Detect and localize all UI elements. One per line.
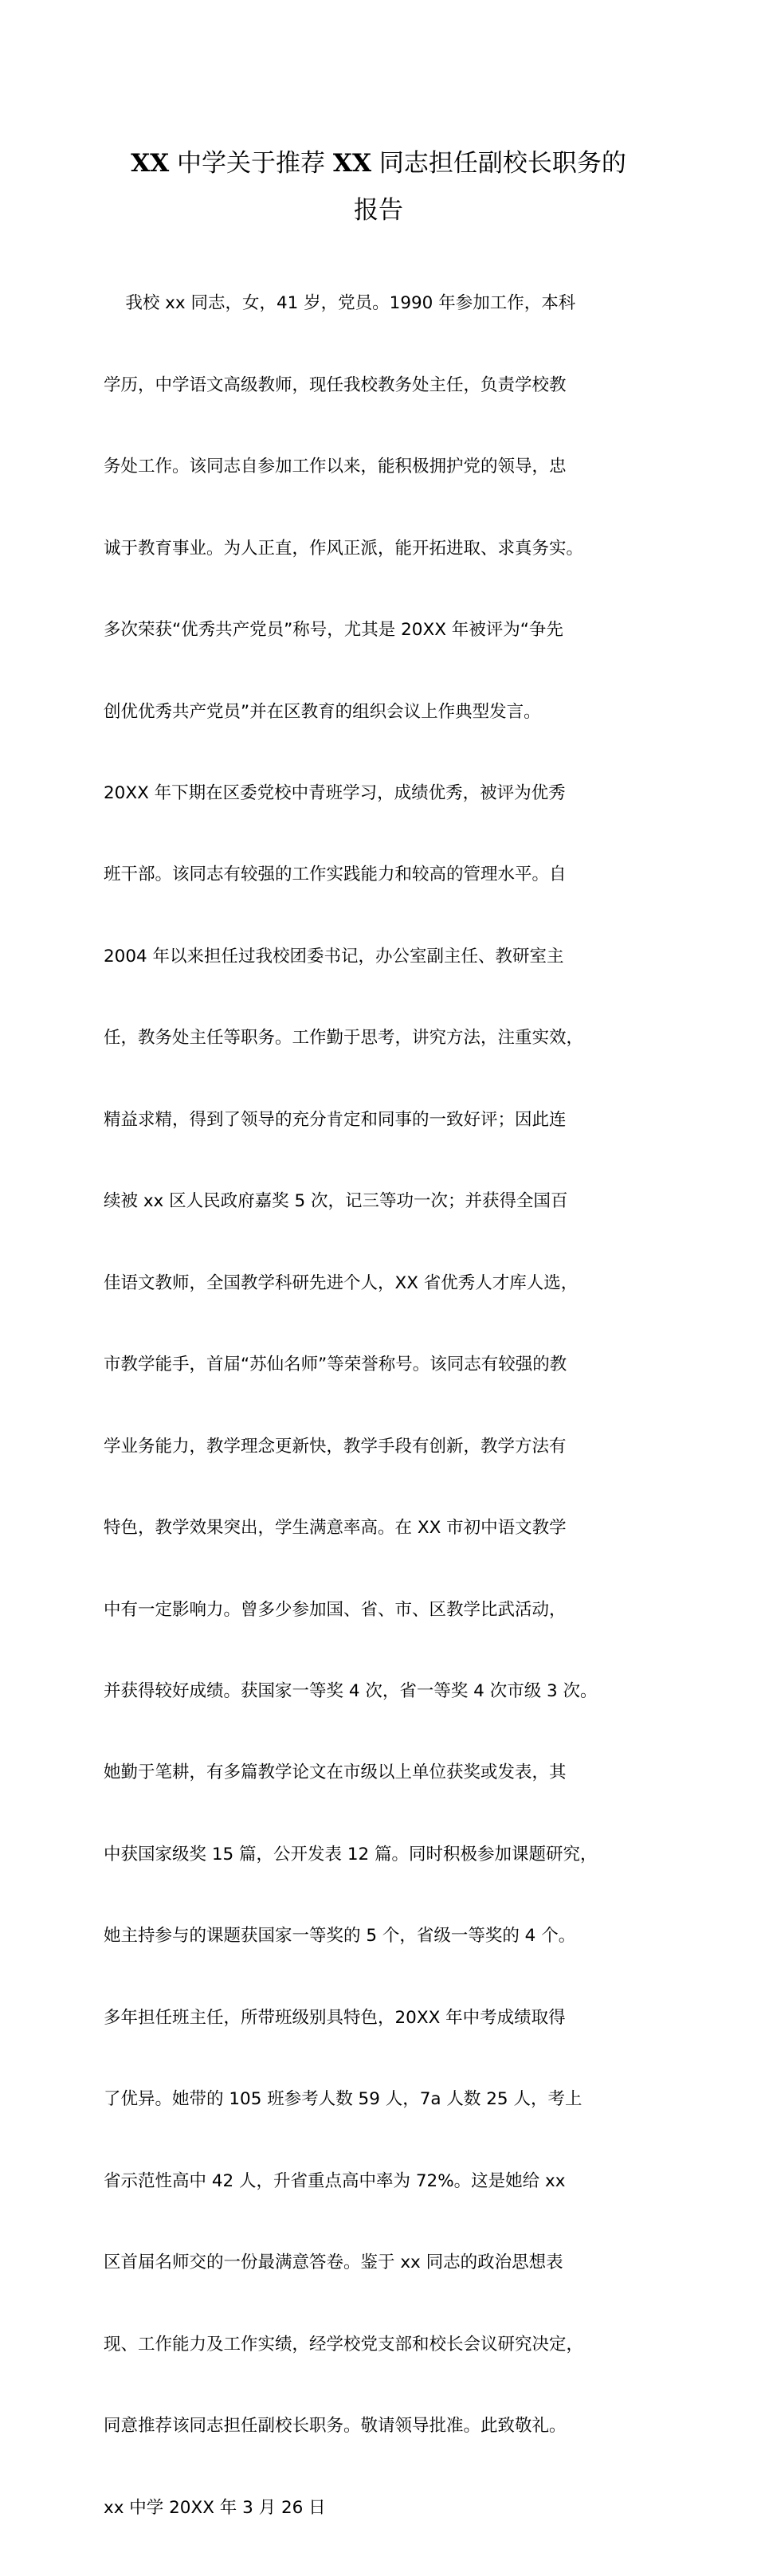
body-line: 学历，中学语文高级教师，现任我校教务处主任，负责学校教 <box>104 374 567 395</box>
document-title <box>88 140 669 234</box>
signature-date-line: xx 中学 20XX 年 3 月 26 日 <box>104 2497 326 2518</box>
title-part-3: XX <box>332 149 372 178</box>
body-line: 诚于教育事业。为人正直，作风正派，能开拓进取、求真务实。 <box>104 538 584 559</box>
title-line-2: 报告 <box>354 196 403 225</box>
body-line: 特色，教学效果突出，学生满意率高。在 XX 市初中语文教学 <box>104 1518 567 1539</box>
body-line: 20XX 年下期在区委党校中青班学习，成绩优秀，被评为优秀 <box>104 783 566 804</box>
body-line: 务处工作。该同志自参加工作以来，能积极拥护党的领导，忠 <box>104 457 567 477</box>
body-line: 多年担任班主任，所带班级别具特色，20XX 年中考成绩取得 <box>104 2007 566 2028</box>
body-line: 班干部。该同志有较强的工作实践能力和较高的管理水平。自 <box>104 865 567 885</box>
body-line: 中获国家级奖 15 篇，公开发表 12 篇。同时积极参加课题研究， <box>104 1844 598 1864</box>
body-line: 省示范性高中 42 人，升省重点高中率为 72%。这是她给 xx <box>104 2170 566 2191</box>
body-line: 我校 xx 同志，女，41 岁，党员。1990 年参加工作，本科 <box>104 293 576 314</box>
body-line: 2004 年以来担任过我校团委书记，办公室副主任、教研室主 <box>104 946 564 966</box>
body-line: 同意推荐该同志担任副校长职务。敬请领导批准。此致敬礼。 <box>104 2416 567 2437</box>
body-line: 学业务能力，教学理念更新快，教学手段有创新，教学方法有 <box>104 1436 567 1457</box>
body-line: 现、工作能力及工作实绩，经学校党支部和校长会议研究决定， <box>104 2334 584 2354</box>
body-line: 中有一定影响力。曾多少参加国、省、市、区教学比武活动， <box>104 1599 567 1620</box>
body-line: 区首届名师交的一份最满意答卷。鉴于 xx 同志的政治思想表 <box>104 2253 563 2273</box>
body-line: 了优异。她带的 105 班参考人数 59 人，7a 人数 25 人，考上 <box>104 2089 582 2110</box>
document-body <box>104 236 674 2576</box>
title-part-1: XX <box>131 149 170 178</box>
body-line: 多次荣获“优秀共产党员”称号，尤其是 20XX 年被评为“争先 <box>104 620 563 641</box>
body-line: 她勤于笔耕，有多篇教学论文在市级以上单位获奖或发表，其 <box>104 1762 567 1783</box>
title-part-2: 中学关于推荐 <box>169 149 333 178</box>
body-line: 续被 xx 区人民政府嘉奖 5 次，记三等功一次；并获得全国百 <box>104 1191 568 1212</box>
title-part-4: 同志担任副校长职务的 <box>371 149 626 178</box>
body-line: 任，教务处主任等职务。工作勤于思考，讲究方法，注重实效， <box>104 1028 584 1049</box>
body-line: 她主持参与的课题获国家一等奖的 5 个，省级一等奖的 4 个。 <box>104 1926 576 1947</box>
body-line: 佳语文教师，全国教学科研先进个人，XX 省优秀人才库人选， <box>104 1272 579 1293</box>
body-line: 并获得较好成绩。获国家一等奖 4 次，省一等奖 4 次市级 3 次。 <box>104 1681 598 1702</box>
body-line: 创优优秀共产党员”并在区教育的组织会议上作典型发言。 <box>104 701 541 722</box>
body-line: 精益求精，得到了领导的充分肯定和同事的一致好评；因此连 <box>104 1109 567 1130</box>
body-line: 市教学能手，首届“苏仙名师”等荣誉称号。该同志有较强的教 <box>104 1355 567 1375</box>
